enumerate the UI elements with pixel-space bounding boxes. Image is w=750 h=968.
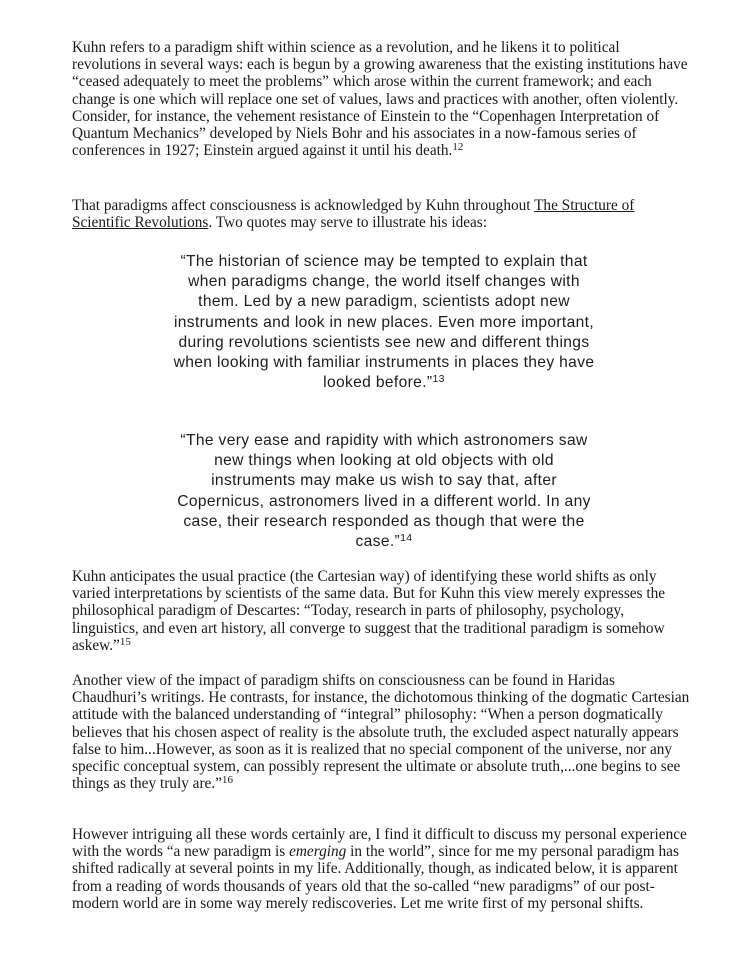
footnote-marker: 16 [221,774,233,787]
quote-text: “The very ease and rapidity with which astronomers saw new things when looking at old objects with old instruments may make us wish to say that, after Copernicus, astronomers lived in a different world. In any case, their research responded as though that were the case.” [177,432,591,551]
paragraph-text: However intriguing all these words certainly are, I find it difficult to discuss my personal experience with the words “a new paradigm is [72,826,687,861]
paragraph-personal-shifts [72,826,692,912]
footnote-marker: 15 [119,635,131,648]
block-quote-astronomers [172,431,596,552]
footnote-marker: 14 [400,532,413,545]
paragraph-kuhn-revolution [72,39,692,159]
paragraph-text: Another view of the impact of paradigm shifts on consciousness can be found in Haridas Chaudhuri’s writings. He contrasts, for instance, the dichotomous thinking of the dogmatic Cartesian attitude with the balanced understanding of “integral” philosophy: “When a person dogmatically believes that his chosen aspect of reality is the absolute truth, the excluded aspect naturally appears false to him...However, as soon as it is realized that no special component of the universe, nor any specific conceptual system, can possibly represent the ultimate or absolute truth,...one begins to see things as they truly are.” [72,672,690,793]
block-quote-historian [172,252,596,393]
paragraph-text: Kuhn anticipates the usual practice (the Cartesian way) of identifying these world shifts as only varied interpretations by scientists of the same data. But for Kuhn this view merely expresses the philosophical paradigm of Descartes: “Today, research in parts of philosophy, psychology, linguistics, and even art history, all converge to suggest that the traditional paradigm is somehow askew.” [72,568,666,654]
book-title: The Structure of Scientific Revolutions [72,197,635,232]
emphasis-text: emerging [289,843,347,861]
paragraph-consciousness [72,197,692,231]
quote-text: “The historian of science may be tempted to explain that when paradigms change, the world itself changes with them. Led by a new paradigm, scientists adopt new instruments and look in new places. Even more important, during revolutions scientists see new and different things when looking with familiar instruments in places they have looked before.” [173,253,595,392]
footnote-marker: 13 [432,373,445,386]
paragraph-text: Kuhn refers to a paradigm shift within science as a revolution, and he likens it to political revolutions in several ways: each is begun by a growing awareness that the existing institutions have “ceased adequately to meet the problems” which arose within the current framework; and each change is one which will replace one set of values, laws and practices with another, often violently. Consider, for instance, the vehement resistance of Einstein to the “Copenhagen Interpretation of Quantum Mechanics” developed by Niels Bohr and his associates in a now-famous series of conferences in 1927; Einstein argued against it until his death. [72,39,688,160]
footnote-marker: 12 [452,141,464,154]
paragraph-text: in the world”, since for me my personal paradigm has shifted radically at several points in my life. Additionally, though, as indicated below, it is apparent from a reading of words thousands of years old that the so-called “new paradigms” of our post-modern world are in some way merely rediscoveries. Let me write first of my personal shifts. [72,843,679,912]
paragraph-text: . Two quotes may serve to illustrate his ideas: [208,214,488,232]
paragraph-text: That paradigms affect consciousness is acknowledged by Kuhn throughout [72,197,535,214]
paragraph-cartesian [72,568,692,654]
paragraph-chaudhuri [72,672,692,792]
